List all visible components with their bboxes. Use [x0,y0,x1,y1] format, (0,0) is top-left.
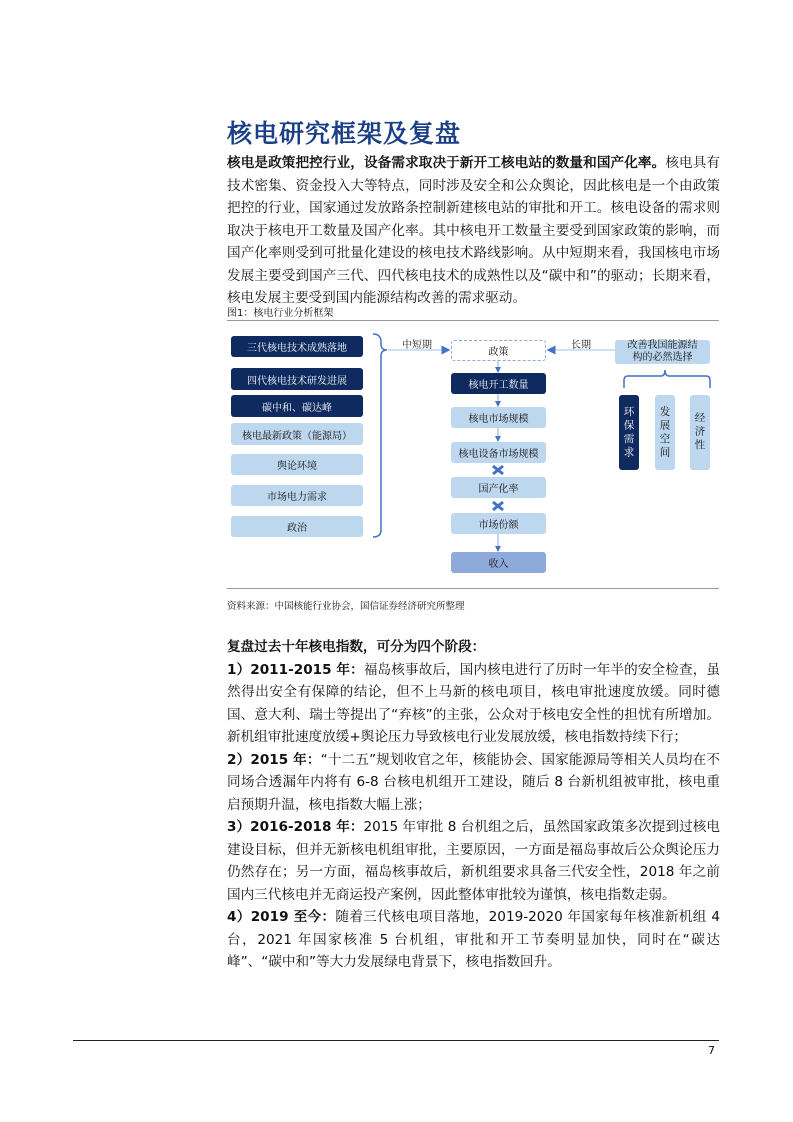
chain-box: 核电开工数量 [451,373,546,394]
factor-box: 政治 [231,516,363,537]
figure-caption: 图1：核电行业分析框架 [227,308,334,319]
page-number: 7 [708,1044,715,1057]
short-term-label: 中短期 [402,340,432,351]
left-bracket [373,334,387,537]
factor-box: 三代核电技术成熟落地 [231,336,363,357]
right-bracket [624,370,710,388]
stage-label: 4）2019 至今： [227,909,336,925]
intro-lead: 核电是政策把控行业，设备需求取决于新开工核电站的数量和国产化率。 [227,155,666,171]
right-factor-box: 环保需求 [619,395,639,470]
chain-box: 核电设备市场规模 [451,442,546,463]
chain-box-income: 收入 [451,552,546,573]
stage-item [227,816,720,906]
long-term-label: 长期 [571,340,591,351]
factor-box: 核电最新政策（能源局） [231,423,363,445]
stage-label: 1）2011-2015 年： [227,661,364,678]
stage-label: 3）2016-2018 年： [227,819,364,835]
figure-source: 资料来源：中国核能行业协会，国信证券经济研究所整理 [227,601,465,612]
review-heading: 复盘过去十年核电指数，可分为四个阶段： [227,639,486,655]
factor-box: 碳中和、碳达峰 [231,395,363,417]
stage-text: “十二五”规划收官之年，核能协会、国家能源局等相关人员均在不同场合透漏年内将有 6-8 台核电机组开工建设，随后 8 台新机组被审批，核电重启预期升温，核电指数大幅上涨； [227,751,720,813]
right-factor-box: 经济性 [690,395,710,470]
multiply-icon [493,502,503,510]
intro-body: 核电具有技术密集、资金投入大等特点，同时涉及安全和公众舆论，因此核电是一个由政策把控的行业，国家通过发放路条控制新建核电站的审批和开工。核电设备的需求则取决于核电开工数量及国产化率。其中核电开工数量主要受到国家政策的影响，而国产化率则受到可批量化建设的核电技术路线影响。从中短期来看，我国核电市场发展主要受到国产三代、四代核电技术的成熟性以及“碳中和”的驱动；长期来看，核电发展主要受到国内能源结构改善的需求驱动。 [227,155,720,306]
factor-box: 市场电力需求 [231,485,363,506]
section-title: 核电研究框架及复盘 [227,119,462,148]
right-factor-box: 发展空间 [655,395,675,470]
stage-item [227,749,720,817]
stage-label: 2）2015 年： [227,751,321,768]
chain-box-policy: 政策 [451,340,546,361]
factor-box: 四代核电技术研发进展 [231,368,363,390]
stage-text: 随着三代核电项目落地，2019-2020 年国家每年核准新机组 4 台，2021 年国家核准 5 台机组，审批和开工节奏明显加快，同时在“碳达峰”、“碳中和”等大力发展绿电背景下，核电指数回升。 [227,909,720,970]
stage-text: 福岛核事故后，国内核电进行了历时一年半的安全检查，虽然得出安全有保障的结论，但不上马新的核电项目，核电审批速度放缓。同时德国、意大利、瑞士等提出了“弃核”的主张，公众对于核电安全性的担忧有所增加。新机组审批速度放缓+舆论压力导致核电行业发展放缓，核电指数持续下行； [227,661,720,745]
energy-structure-box: 改善我国能源结构的必然选择 [615,340,710,364]
stage-item [227,659,720,749]
review-section [227,636,720,974]
factor-box: 舆论环境 [231,454,363,475]
stage-text: 2015 年审批 8 台机组之后，虽然国家政策多次提到过核电建设目标，但并无新核电机组审批，主要原因，一方面是福岛事故后公众舆论压力仍然存在；另一方面，福岛核事故后，新机组要求具备三代安全性，2018 年之前国内三代核电并无商运投产案例，因此整体审批较为谨慎，核电指数走弱。 [227,819,720,903]
footer-divider [73,1040,719,1041]
multiply-icon [493,466,503,474]
chain-box: 国产化率 [451,477,546,498]
figure-divider [227,588,719,589]
stage-item [227,906,720,974]
chain-box: 市场份额 [451,513,546,534]
chain-box: 核电市场规模 [451,407,546,428]
